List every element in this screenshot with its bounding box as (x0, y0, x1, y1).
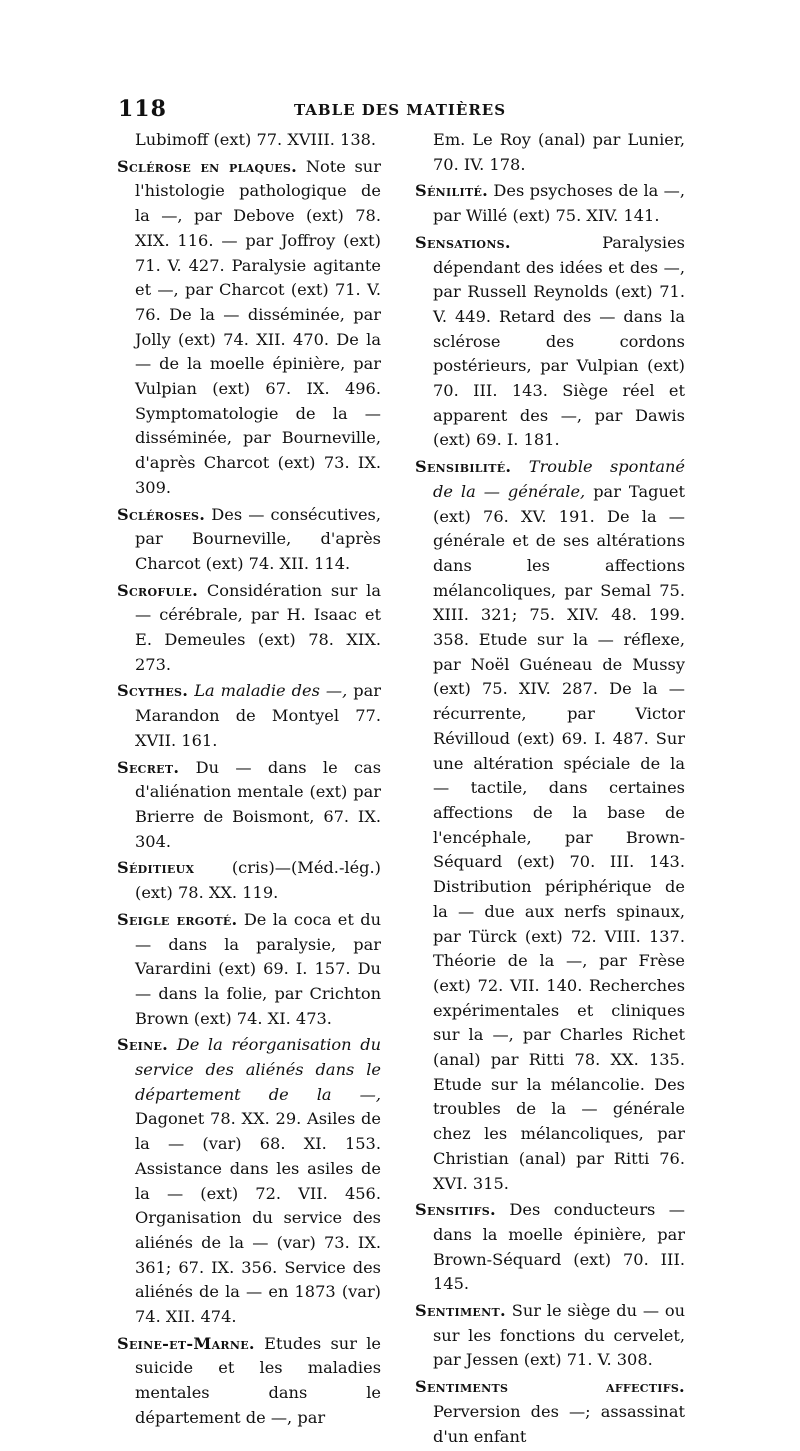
entry-text: Etudes sur le suicide et les maladies mentales dans le département de —, par (135, 1333, 381, 1427)
left-column (117, 128, 381, 1433)
entry-text: par Taguet (ext) 76. XV. 191. De la — générale et de ses altérations dans les affections mélancoliques, par Semal 75. XIII. 321; 75. XIV. 48. 199. 358. Etude sur la — réflexe, par Noël Guéneau de Mussy (ext) 75. XIV. 287. De la — récurrente, par Victor Révilloud (ext) 69. I. 487. Sur une altération spéciale de la — tactile, dans certaines affections de la base de l'encéphale, par Brown-Séquard (ext) 70. III. 143. Distribution périphérique de la — due aux nerfs spinaux, par Türck (ext) 72. VIII. 137. Théorie de la —, par Frèse (ext) 72. VII. 140. Recherches expérimentales et cliniques sur la —, par Charles Richet (anal) par Ritti 78. XX. 135. Etude sur la mélancolie. Des troubles de la — générale chez les mélancoliques, par Christian (anal) par Ritti 76. XVI. 315. (433, 481, 685, 1193)
entry-text: Sur le siège du — ou sur les fonctions du cervelet, par Jessen (ext) 71. V. 308. (433, 1301, 685, 1370)
entry-sentiments-affectifs (415, 1375, 685, 1449)
headword: Scythes. (117, 681, 189, 701)
headword: Secret. (117, 757, 180, 777)
entry-continuation (117, 128, 381, 153)
headword: Sensations. (415, 232, 511, 252)
entry-sensibilite (415, 455, 685, 1196)
entry-seine-et-marne (117, 1332, 381, 1431)
entry-seigle (117, 908, 381, 1032)
headword: Sensitifs. (415, 1200, 496, 1220)
right-column (415, 128, 685, 1451)
entry-text: par Marandon de Montyel 77. XVII. 161. (135, 681, 381, 750)
entry-sclerose (117, 155, 381, 501)
page-number: 118 (118, 96, 167, 122)
headword: Scrofule. (117, 580, 199, 600)
entry-sensitifs (415, 1198, 685, 1297)
headword: Sclérose en plaques. (117, 156, 298, 176)
entry-senilite (415, 179, 685, 228)
entry-text: Paralysies dépendant des idées et des —, par Russell Reynolds (ext) 71. V. 449. Retard des — dans la sclérose des cordons postérieurs, par Vulpian (ext) 70. III. 143. Siège réel et apparent des —, par Dawis (ext) 69. I. 181. (433, 232, 685, 450)
entry-text: Lubimoff (ext) 77. XVIII. 138. (135, 130, 377, 149)
entry-text: Dagonet 78. XX. 29. Asiles de la — (var) 68. XI. 153. Assistance dans les asiles de la — (ext) 72. VII. 456. Organisation du service des aliénés de la — (var) 73. IX. 361; 67. IX. 356. Service des aliénés de la — en 1873 (var) 74. XII. 474. (135, 1109, 381, 1327)
entry-text: (cris)—(Méd.-lég.) (ext) 78. XX. 119. (135, 858, 381, 903)
headword: Sentiment. (415, 1301, 506, 1321)
entry-text: Considération sur la — cérébrale, par H. Isaac et E. Demeules (ext) 78. XIX. 273. (135, 580, 381, 674)
entry-continuation (415, 128, 685, 177)
entry-italic-title: La maladie des —, (194, 681, 348, 701)
entry-text: Perversion des —; assassinat d'un enfant (433, 1401, 685, 1446)
entry-sensations (415, 231, 685, 453)
entry-text: Des — consécutives, par Bourneville, d'après Charcot (ext) 74. XII. 114. (135, 504, 381, 573)
entry-scrofule (117, 579, 381, 678)
running-title: TABLE DES MATIÈRES (293, 101, 507, 119)
entry-scythes (117, 679, 381, 753)
headword: Sensibilité. (415, 457, 512, 477)
headword: Sentiments affectifs. (415, 1377, 685, 1397)
headword: Séditieux (117, 858, 195, 878)
headword: Sénilité. (415, 181, 489, 201)
entry-sentiment (415, 1299, 685, 1373)
entry-seine (117, 1033, 381, 1329)
headword: Scléroses. (117, 504, 206, 524)
entry-secret (117, 756, 381, 855)
headword: Seine-et-Marne. (117, 1333, 255, 1353)
headword: Seine. (117, 1035, 169, 1055)
entry-text: Note sur l'histologie pathologique de la —, par Debove (ext) 78. XIX. 116. — par Joffroy (ext) 71. V. 427. Paralysie agitante et —, par Charcot (ext) 71. V. 76. De la — disséminée, par Jolly (ext) 74. XII. 470. De la — de la moelle épinière, par Vulpian (ext) 67. IX. 496. Symptomatologie de la — disséminée, par Bourneville, d'après Charcot (ext) 73. IX. 309. (135, 156, 381, 497)
entry-text: Des conducteurs — dans la moelle épinière, par Brown-Séquard (ext) 70. III. 145. (433, 1200, 685, 1294)
entry-text: De la coca et du — dans la paralysie, par Varardini (ext) 69. I. 157. Du — dans la folie, par Crichton Brown (ext) 74. XI. 473. (135, 909, 381, 1028)
entry-text: Du — dans le cas d'aliénation mentale (ext) par Brierre de Boismont, 67. IX. 304. (135, 757, 381, 851)
entry-italic-title: De la réorganisation du service des aliénés dans le département de la —, (135, 1035, 381, 1104)
entry-text: Des psychoses de la —, par Willé (ext) 75. XIV. 141. (433, 181, 685, 226)
entry-seditieux (117, 856, 381, 905)
entry-text: Em. Le Roy (anal) par Lunier, 70. IV. 178. (433, 130, 685, 174)
headword: Seigle ergoté. (117, 909, 238, 929)
entry-scleroses (117, 503, 381, 577)
entry-italic-title: Trouble spontané de la — générale, (433, 457, 685, 501)
